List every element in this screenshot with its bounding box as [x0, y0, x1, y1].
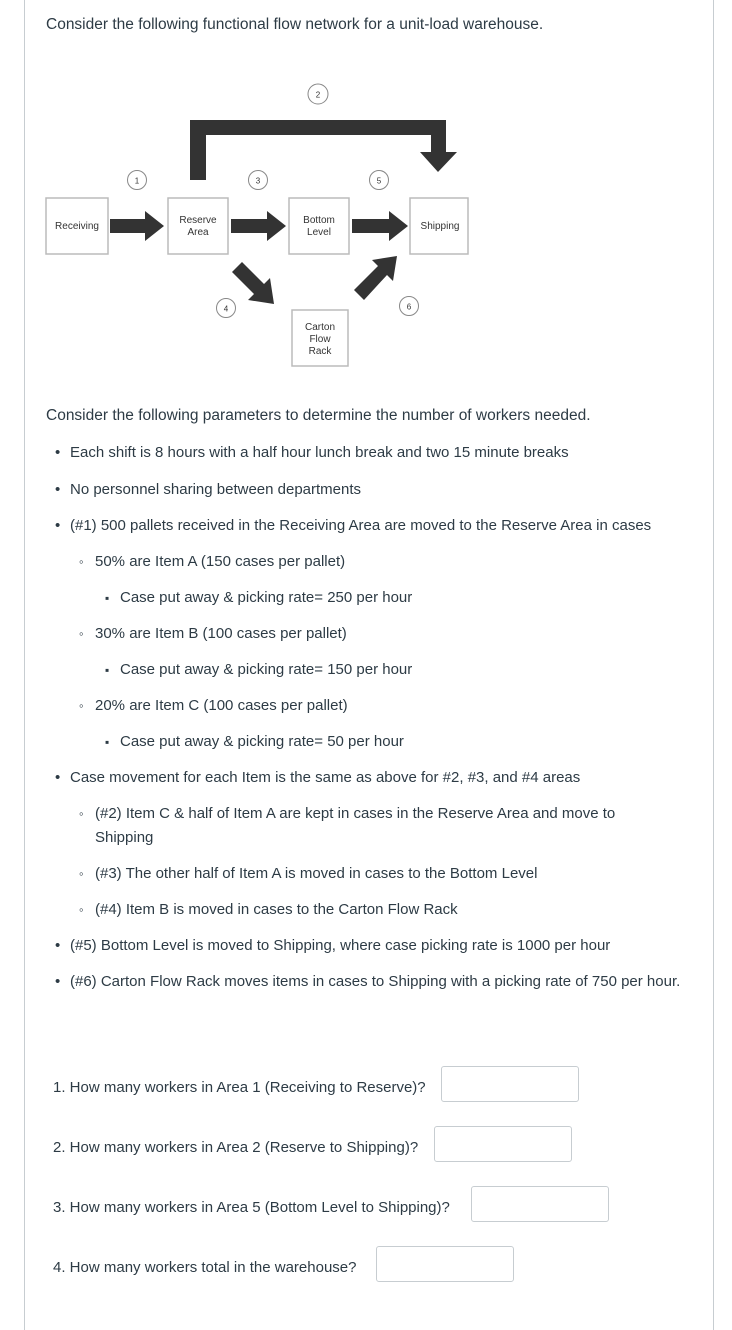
flow-number-4 [217, 299, 236, 318]
param-area-4: ◦ (#4) Item B is moved in cases to the Carton Flow Rack [95, 898, 458, 922]
node-bottom-level [289, 198, 349, 254]
flow-number-5 [370, 171, 389, 190]
answer-4-input[interactable] [376, 1246, 514, 1282]
svg-text:4: 4 [223, 304, 229, 314]
question-1-label: 1. How many workers in Area 1 (Receiving to Reserve)? [53, 1079, 426, 1096]
question-4-label: 4. How many workers total in the warehouse? [53, 1259, 357, 1276]
label-bottom-1: Bottom [303, 215, 335, 226]
label-bottom-2: Level [307, 227, 331, 238]
param-area-6: • (#6) Carton Flow Rack moves items in cases to Shipping with a picking rate of 750 per hour. [70, 970, 682, 994]
param-area-1: • (#1) 500 pallets received in the Receiving Area are moved to the Reserve Area in cases [70, 514, 651, 538]
svg-text:6: 6 [406, 302, 412, 312]
param-area-5: • (#5) Bottom Level is moved to Shipping, where case picking rate is 1000 per hour [70, 934, 610, 958]
label-carton-1: Carton [304, 322, 336, 333]
label-shipping: Shipping [420, 221, 460, 232]
svg-text:5: 5 [376, 176, 382, 186]
param-area-2: ◦ (#2) Item C & half of Item A are kept in cases in the Reserve Area and move to Shipping [95, 802, 655, 850]
flow-number-1 [128, 171, 147, 190]
label-carton-3: Rack [308, 346, 332, 357]
answer-2-input[interactable] [434, 1126, 572, 1162]
param-item-b: ◦ 30% are Item B (100 cases per pallet) [95, 622, 347, 646]
flow-number-6 [400, 297, 419, 316]
label-reserve-1: Reserve [179, 215, 217, 226]
answer-1-input[interactable] [441, 1066, 579, 1102]
parameters-heading: Consider the following parameters to determine the number of workers needed. [46, 407, 591, 424]
label-reserve-2: Area [187, 227, 209, 238]
label-receiving: Receiving [55, 221, 99, 232]
param-item-a: ◦ 50% are Item A (150 cases per pallet) [95, 550, 345, 574]
param-case-movement: • Case movement for each Item is the same as above for #2, #3, and #4 areas [70, 766, 580, 790]
arrow-5 [352, 211, 408, 241]
answer-3-input[interactable] [471, 1186, 609, 1222]
label-carton-2: Flow [309, 334, 331, 345]
param-item-c-rate: ▪ Case put away & picking rate= 50 per hour [120, 730, 404, 754]
node-reserve-area [168, 198, 228, 254]
svg-text:1: 1 [134, 176, 140, 186]
arrow-4 [232, 262, 274, 304]
arrow-2 [190, 120, 457, 180]
arrow-1 [110, 211, 164, 241]
arrow-6 [354, 256, 397, 300]
param-item-b-rate: ▪ Case put away & picking rate= 150 per hour [120, 658, 412, 682]
arrow-3 [231, 211, 286, 241]
question-2-label: 2. How many workers in Area 2 (Reserve to Shipping)? [53, 1139, 419, 1156]
param-area-3: ◦ (#3) The other half of Item A is moved in cases to the Bottom Level [95, 862, 537, 886]
flow-number-2 [308, 84, 328, 104]
question-3-label: 3. How many workers in Area 5 (Bottom Level to Shipping)? [53, 1199, 450, 1216]
intro-text: Consider the following functional flow network for a unit-load warehouse. [46, 16, 544, 33]
param-no-sharing: • No personnel sharing between departments [70, 478, 361, 502]
svg-text:2: 2 [315, 90, 321, 100]
param-item-c: ◦ 20% are Item C (100 cases per pallet) [95, 694, 348, 718]
flow-number-3 [249, 171, 268, 190]
param-shift: • Each shift is 8 hours with a half hour lunch break and two 15 minute breaks [70, 441, 569, 465]
svg-text:3: 3 [255, 176, 261, 186]
param-item-a-rate: ▪ Case put away & picking rate= 250 per hour [120, 586, 412, 610]
flow-network-diagram [0, 0, 732, 380]
